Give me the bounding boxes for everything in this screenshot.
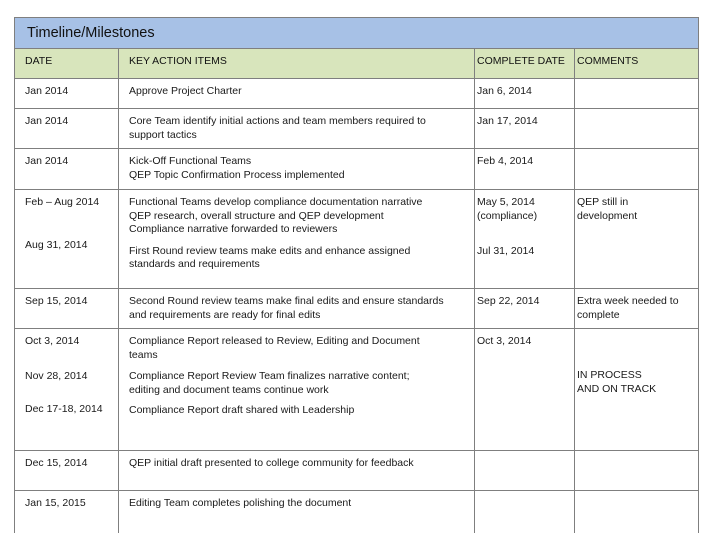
row-complete: Jan 17, 2014: [475, 109, 575, 149]
table-row: [15, 329, 699, 451]
table-title: Timeline/Milestones: [15, 18, 699, 49]
sub-date: Aug 31, 2014: [25, 238, 88, 251]
row-date: Oct 3, 2014 Nov 28, 2014 Dec 17-18, 2014: [15, 329, 119, 451]
row-complete: [475, 451, 575, 491]
table-row: [15, 190, 699, 289]
sub-action: Compliance Report Review Team finalizes narrative content;: [129, 370, 410, 382]
sub-action: Compliance Report draft shared with Leadership: [129, 404, 355, 416]
table-row: [15, 79, 699, 109]
header-date: DATE: [15, 49, 119, 79]
row-action: Functional Teams develop compliance documentation narrative QEP research, overall structure and QEP development Compliance narrative forwarded to reviewers First Round review teams make edits and enhance assigned standards and requirements: [119, 190, 475, 289]
row-complete: [475, 491, 575, 533]
sub-action: First Round review teams make edits and enhance assigned: [129, 244, 411, 257]
row-complete: Oct 3, 2014: [475, 329, 575, 451]
row-date: Jan 2014: [15, 109, 119, 149]
table-row: [15, 109, 699, 149]
milestones-table: [14, 17, 699, 533]
row-comments: [575, 109, 699, 149]
sub-date: Nov 28, 2014: [25, 369, 88, 382]
row-date: Jan 15, 2015: [15, 491, 119, 533]
row-action: Compliance Report released to Review, Editing and Document teams Compliance Report Review Team finalizes narrative content; editing and document teams continue work Compliance Report draft shared with Leadership: [119, 329, 475, 451]
table-title-row: [15, 18, 699, 49]
row-comments: IN PROCESS AND ON TRACK: [575, 329, 699, 451]
row-comments: [575, 79, 699, 109]
row-complete: Sep 22, 2014: [475, 289, 575, 329]
table-row: [15, 491, 699, 533]
row-complete: Jan 6, 2014: [475, 79, 575, 109]
row-complete: May 5, 2014 (compliance) Jul 31, 2014: [475, 190, 575, 289]
row-action: Approve Project Charter: [119, 79, 475, 109]
row-action: Core Team identify initial actions and team members required to support tactics: [119, 109, 475, 149]
row-action: Editing Team completes polishing the document: [119, 491, 475, 533]
row-comments: [575, 149, 699, 190]
row-date: Jan 2014: [15, 149, 119, 190]
row-comments: [575, 491, 699, 533]
row-comments: QEP still in development: [575, 190, 699, 289]
header-complete: COMPLETE DATE: [475, 49, 575, 79]
row-comments: [575, 451, 699, 491]
row-action: QEP initial draft presented to college community for feedback: [119, 451, 475, 491]
sub-date: Dec 17-18, 2014: [25, 403, 103, 415]
sub-complete: Jul 31, 2014: [477, 245, 535, 257]
header-action: KEY ACTION ITEMS: [119, 49, 475, 79]
row-date: Sep 15, 2014: [15, 289, 119, 329]
header-comments: COMMENTS: [575, 49, 699, 79]
table-row: [15, 451, 699, 491]
row-date: Feb – Aug 2014 Aug 31, 2014: [15, 190, 119, 289]
row-date: Dec 15, 2014: [15, 451, 119, 491]
row-action: Second Round review teams make final edits and ensure standards and requirements are ready for final edits: [119, 289, 475, 329]
row-date: Jan 2014: [15, 79, 119, 109]
header-row: [15, 49, 699, 79]
row-complete: Feb 4, 2014: [475, 149, 575, 190]
row-action: Kick-Off Functional Teams QEP Topic Confirmation Process implemented: [119, 149, 475, 190]
row-comments: Extra week needed to complete: [575, 289, 699, 329]
table-row: [15, 289, 699, 329]
table-row: [15, 149, 699, 190]
